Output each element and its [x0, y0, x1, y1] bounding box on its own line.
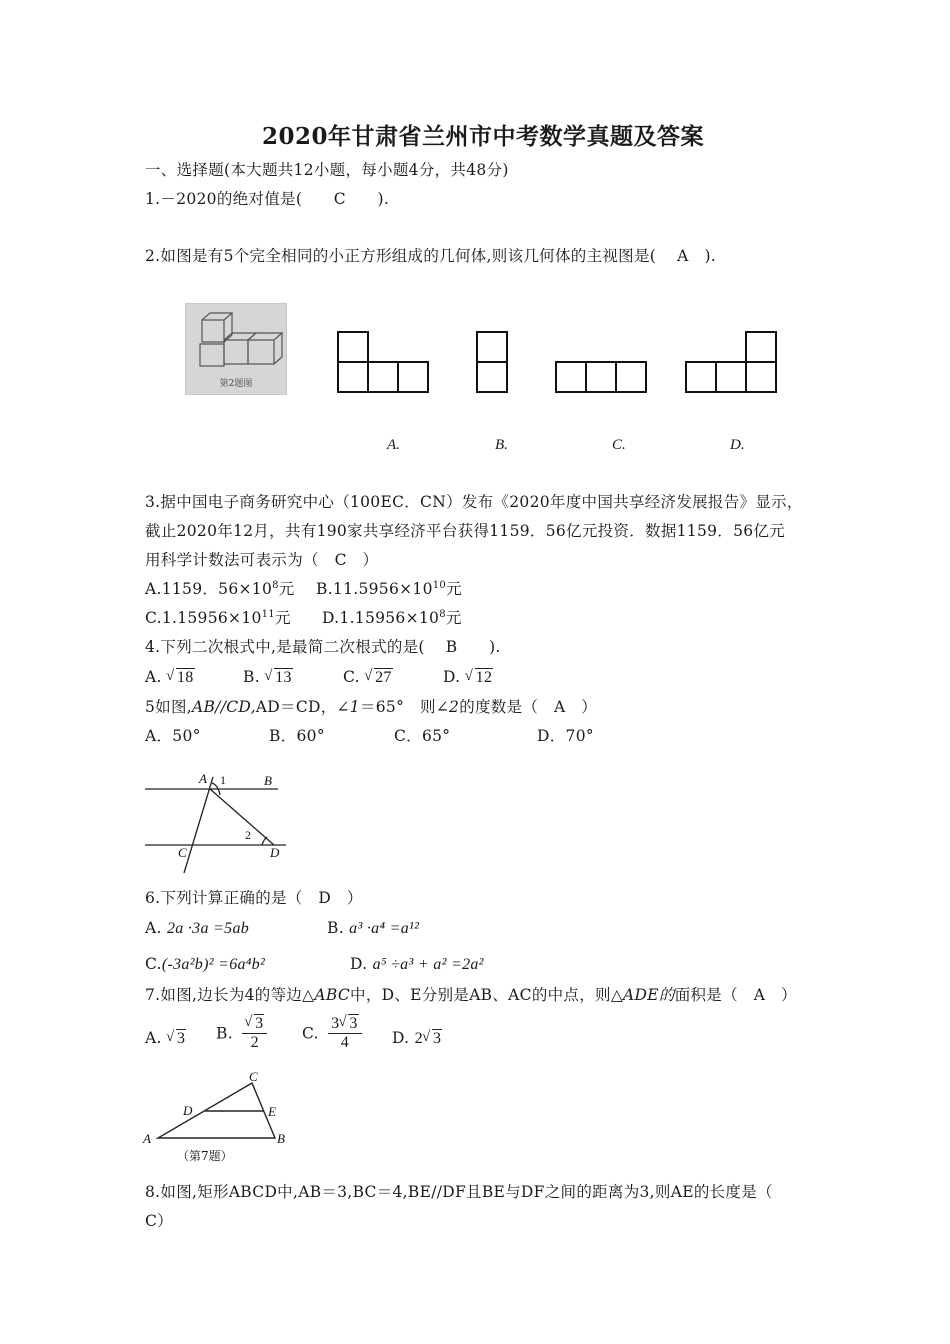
label-C: C	[249, 1069, 258, 1084]
label-A: A	[143, 1131, 151, 1146]
question-6: 6.下列计算正确的是（ D ）	[145, 889, 363, 907]
label-B: B	[264, 773, 272, 788]
q2-option-figures	[330, 325, 790, 400]
q6-option-c: C.(-3a²b)² =6a⁴b²	[145, 955, 266, 973]
question-4: 4.下列二次根式中,是最简二次根式的是( B ).	[145, 638, 501, 656]
question-3-line-2: 截止2020年12月，共有190家共享经济平台获得1159．56亿元投资．数据1159．56亿元	[145, 522, 785, 540]
q4-option-b: B. √ 13	[243, 667, 293, 688]
q6-option-d: D. a⁵ ÷a³ + a² =2a²	[350, 955, 484, 973]
option-d-figure	[686, 332, 776, 392]
photo-caption: 第2题图	[219, 379, 253, 389]
q5-option-c: C．65°	[394, 727, 451, 745]
q7-option-c: C. $\frac{3√ 3}{4}$	[302, 1015, 366, 1052]
q2-option-d-label: D.	[730, 437, 745, 453]
q7-option-a: A. √ 3	[145, 1028, 186, 1049]
q5-option-d: D．70°	[537, 727, 594, 745]
q5-option-b: B．60°	[269, 727, 325, 745]
q4-option-a: A. √ 18	[145, 667, 195, 688]
q7-option-d: D. 2√ 3	[392, 1028, 442, 1049]
q4-option-c: C. √ 27	[343, 667, 393, 688]
angle-2-label: 2	[245, 828, 251, 842]
section-heading: 一、选择题(本大题共12小题，每小题4分，共48分)	[145, 161, 509, 179]
question-3-line-1: 3.据中国电子商务研究中心（100EC．CN）发布《2020年度中国共享经济发展报告》显示，	[145, 493, 803, 511]
label-B: B	[277, 1131, 285, 1146]
label-D: D	[270, 845, 280, 860]
q3-option-b: $B.11.5956\times 10^{10}$元	[316, 579, 462, 598]
q3-option-d: $D.1.15956\times 10^8$元	[322, 608, 462, 627]
q6-option-a: A. 2a ·3a =5ab	[145, 919, 250, 937]
question-1: 1.－2020的绝对值是( C ).	[145, 190, 390, 208]
q7-triangle-figure	[140, 1065, 300, 1170]
page-title: 2020年甘肃省兰州市中考数学真题及答案	[262, 123, 705, 150]
angle-1-label: 1	[220, 773, 226, 787]
q2-option-b-label: B.	[495, 437, 508, 453]
question-8-line-2: C）	[145, 1212, 173, 1230]
q5-option-a: A．50°	[145, 727, 201, 745]
q5-parallel-lines-figure	[140, 765, 300, 880]
question-2: 2.如图是有5个完全相同的小正方形组成的几何体,则该几何体的主视图是( A ).	[145, 247, 717, 265]
option-c-figure	[556, 362, 646, 392]
question-3-line-3: 用科学计数法可表示为（ C ）	[145, 551, 379, 569]
question-5: 5如图,AB//CD,AD＝CD，∠1＝65° 则∠2的度数是（ A ）	[145, 698, 598, 716]
q2-cube-photo	[185, 303, 287, 395]
option-a-figure	[338, 332, 428, 392]
question-7: 7.如图,边长为4的等边△ABC中，D、E分别是AB、AC的中点，则△ADE的面积是（ A ）	[145, 986, 797, 1004]
figure-caption: （第7题）	[177, 1149, 233, 1163]
label-C: C	[178, 845, 187, 860]
q3-option-c: $C.1.15956\times 10^{11}$元	[145, 608, 291, 627]
q4-option-d: D. √ 12	[443, 667, 493, 688]
option-b-figure	[477, 332, 507, 392]
q6-option-b: B. a³ ·a⁴ =a¹²	[327, 919, 420, 937]
q3-option-a: A.1159．$56\times 10^8$元	[145, 579, 295, 598]
q2-option-c-label: C.	[612, 437, 626, 453]
label-E: E	[268, 1104, 276, 1119]
q7-option-b: B. √ $\frac{3}{2}$	[216, 1015, 271, 1052]
q2-option-a-label: A.	[387, 437, 400, 453]
question-8-line-1: 8.如图,矩形ABCD中,AB＝3,BC＝4,BE//DF且BE与DF之间的距离为3,则AE的长度是（	[145, 1183, 773, 1201]
label-A: A	[199, 771, 207, 786]
label-D: D	[183, 1103, 193, 1118]
